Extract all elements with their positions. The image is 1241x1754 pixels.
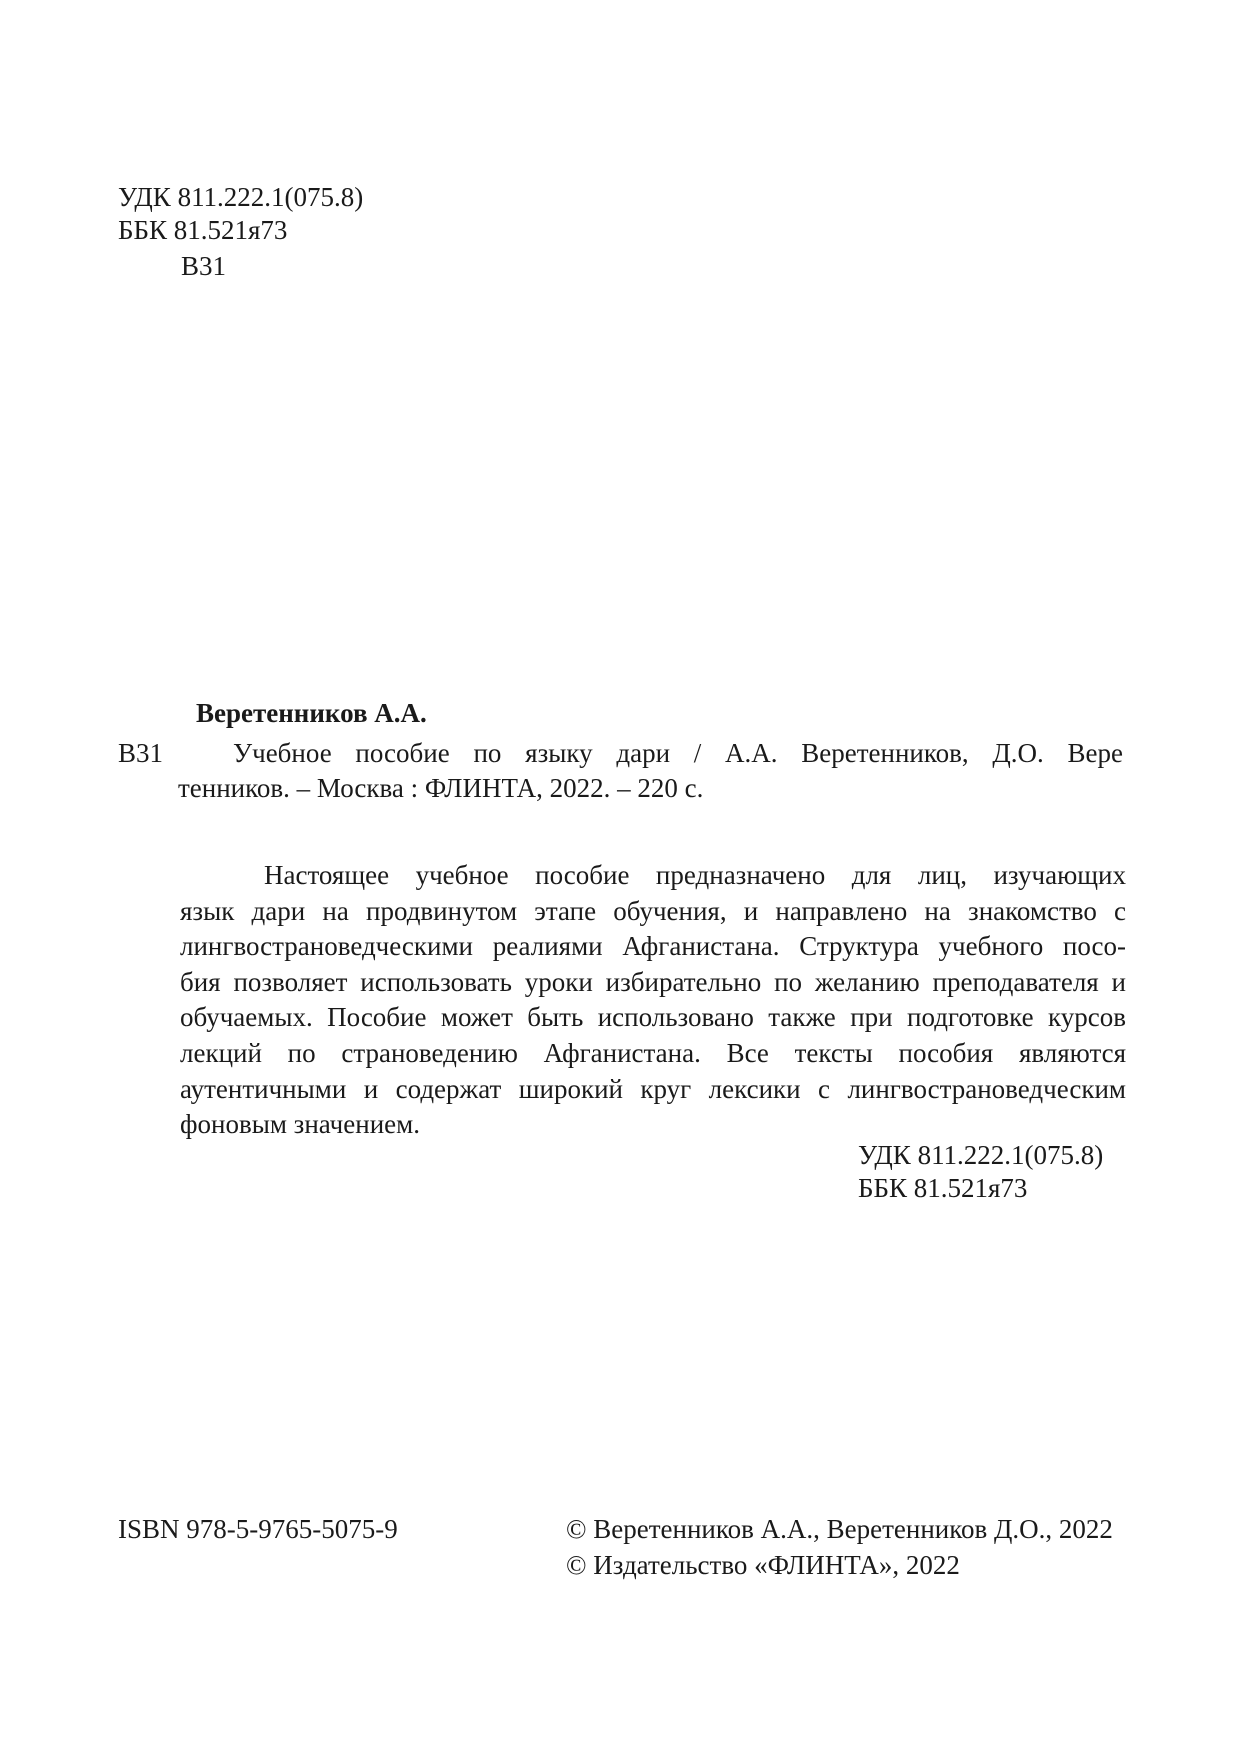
annotation-line: обучаемых. Пособие может быть использовано также при подготовке курсов [180,1002,1126,1033]
annotation-line: бия позволяет использовать уроки избирательно по желанию преподавателя и [180,966,1126,997]
annotation-line: фоновым значением. [180,1109,420,1140]
udk-code-top: УДК 811.222.1(075.8) [118,182,364,212]
author-sign-entry: В31 [118,738,164,768]
bibliographic-description-line: Учебное пособие по языку дари / А.А. Веретенников, Д.О. Вере [233,738,1123,768]
bbk-code-top: ББК 81.521я73 [118,215,288,245]
bibliographic-description-line: тенников. – Москва : ФЛИНТА, 2022. – 220 с. [178,773,704,803]
annotation-paragraph [180,858,1126,1143]
annotation-line: язык дари на продвинутом этапе обучения, и направлено на знакомство с [180,895,1126,926]
author-heading: Веретенников А.А. [196,698,427,728]
annotation-line: лекций по страноведению Афганистана. Все тексты пособия являются [180,1037,1126,1068]
annotation-line: лингвострановедческими реалиями Афганистана. Структура учебного посо- [180,931,1126,962]
annotation-line: Настоящее учебное пособие предназначено для лиц, изучающих [264,860,1126,890]
annotation-line: аутентичными и содержат широкий круг лексики с лингвострановедческим [180,1073,1126,1104]
bbk-code-bottom: ББК 81.521я73 [858,1173,1028,1203]
isbn: ISBN 978-5-9765-5075-9 [118,1514,398,1544]
copyright-publisher: © Издательство «ФЛИНТА», 2022 [566,1550,960,1580]
copyright-authors: © Веретенников А.А., Веретенников Д.О., 2022 [566,1514,1113,1544]
author-sign-top: В31 [181,251,227,281]
udk-code-bottom: УДК 811.222.1(075.8) [858,1140,1104,1170]
